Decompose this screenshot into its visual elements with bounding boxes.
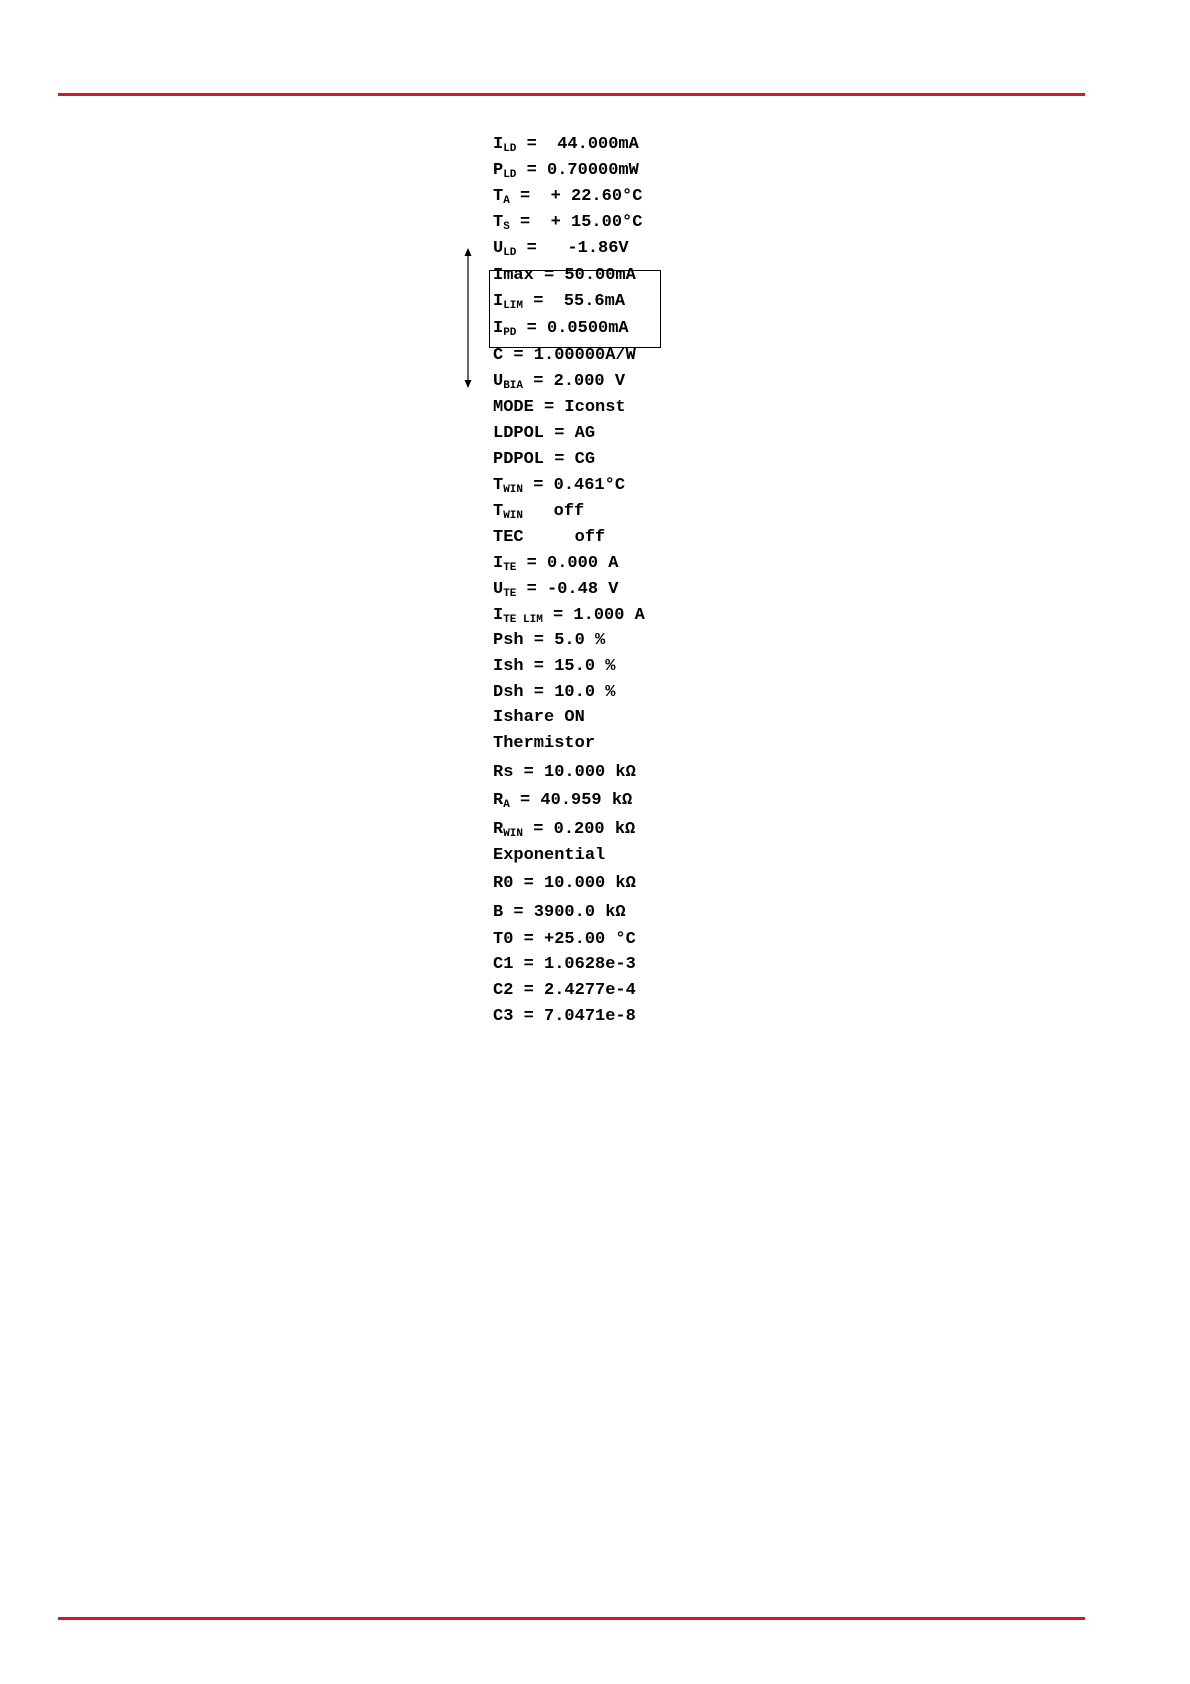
param-row-rwin: RWIN = 0.200 kΩ xyxy=(493,820,636,840)
param-row-pld: PLD = 0.70000mW xyxy=(493,161,639,181)
param-row-ild: ILD = 44.000mA xyxy=(493,135,639,155)
param-row-ldpol: LDPOL = AG xyxy=(493,424,596,443)
param-row-ish: Ish = 15.0 % xyxy=(493,657,616,676)
param-row-ishare: Ishare ON xyxy=(493,708,585,727)
param-row-ute: UTE = -0.48 V xyxy=(493,580,619,600)
param-row-c1: C1 = 1.0628e-3 xyxy=(493,955,636,974)
param-row-b: B = 3900.0 kΩ xyxy=(493,903,626,922)
param-row-ilim: ILIM = 55.6mA xyxy=(493,292,626,312)
double-arrow-icon xyxy=(462,248,474,388)
param-row-psh: Psh = 5.0 % xyxy=(493,631,606,650)
param-row-exponential: Exponential xyxy=(493,846,606,865)
param-row-c: C = 1.00000A/W xyxy=(493,346,636,365)
param-row-ipd: IPD = 0.0500mA xyxy=(493,319,629,339)
param-row-dsh: Dsh = 10.0 % xyxy=(493,683,616,702)
param-row-c3: C3 = 7.0471e-8 xyxy=(493,1007,636,1026)
param-row-t0: T0 = +25.00 °C xyxy=(493,930,636,949)
param-row-uld: ULD = -1.86V xyxy=(493,239,629,259)
param-row-ubia: UBIA = 2.000 V xyxy=(493,372,626,392)
bottom-rule xyxy=(58,1617,1085,1620)
param-row-tec: TEC off xyxy=(493,528,606,547)
param-row-ta: TA = + 22.60°C xyxy=(493,187,643,207)
param-row-ite-lim: ITE LIM = 1.000 A xyxy=(493,606,645,626)
param-row-ra: RA = 40.959 kΩ xyxy=(493,791,633,811)
param-row-mode: MODE = Iconst xyxy=(493,398,626,417)
param-row-twin-state: TWIN off xyxy=(493,502,585,522)
param-row-thermistor: Thermistor xyxy=(493,734,596,753)
param-row-twin: TWIN = 0.461°C xyxy=(493,476,626,496)
limits-box xyxy=(489,270,661,348)
param-row-pdpol: PDPOL = CG xyxy=(493,450,596,469)
top-rule xyxy=(58,93,1085,96)
param-row-r0: R0 = 10.000 kΩ xyxy=(493,874,636,893)
param-row-ts: TS = + 15.00°C xyxy=(493,213,643,233)
param-row-rs: Rs = 10.000 kΩ xyxy=(493,763,636,782)
param-row-imax: Imax = 50.00mA xyxy=(493,266,636,285)
param-row-c2: C2 = 2.4277e-4 xyxy=(493,981,636,1000)
param-row-ite: ITE = 0.000 A xyxy=(493,554,619,574)
